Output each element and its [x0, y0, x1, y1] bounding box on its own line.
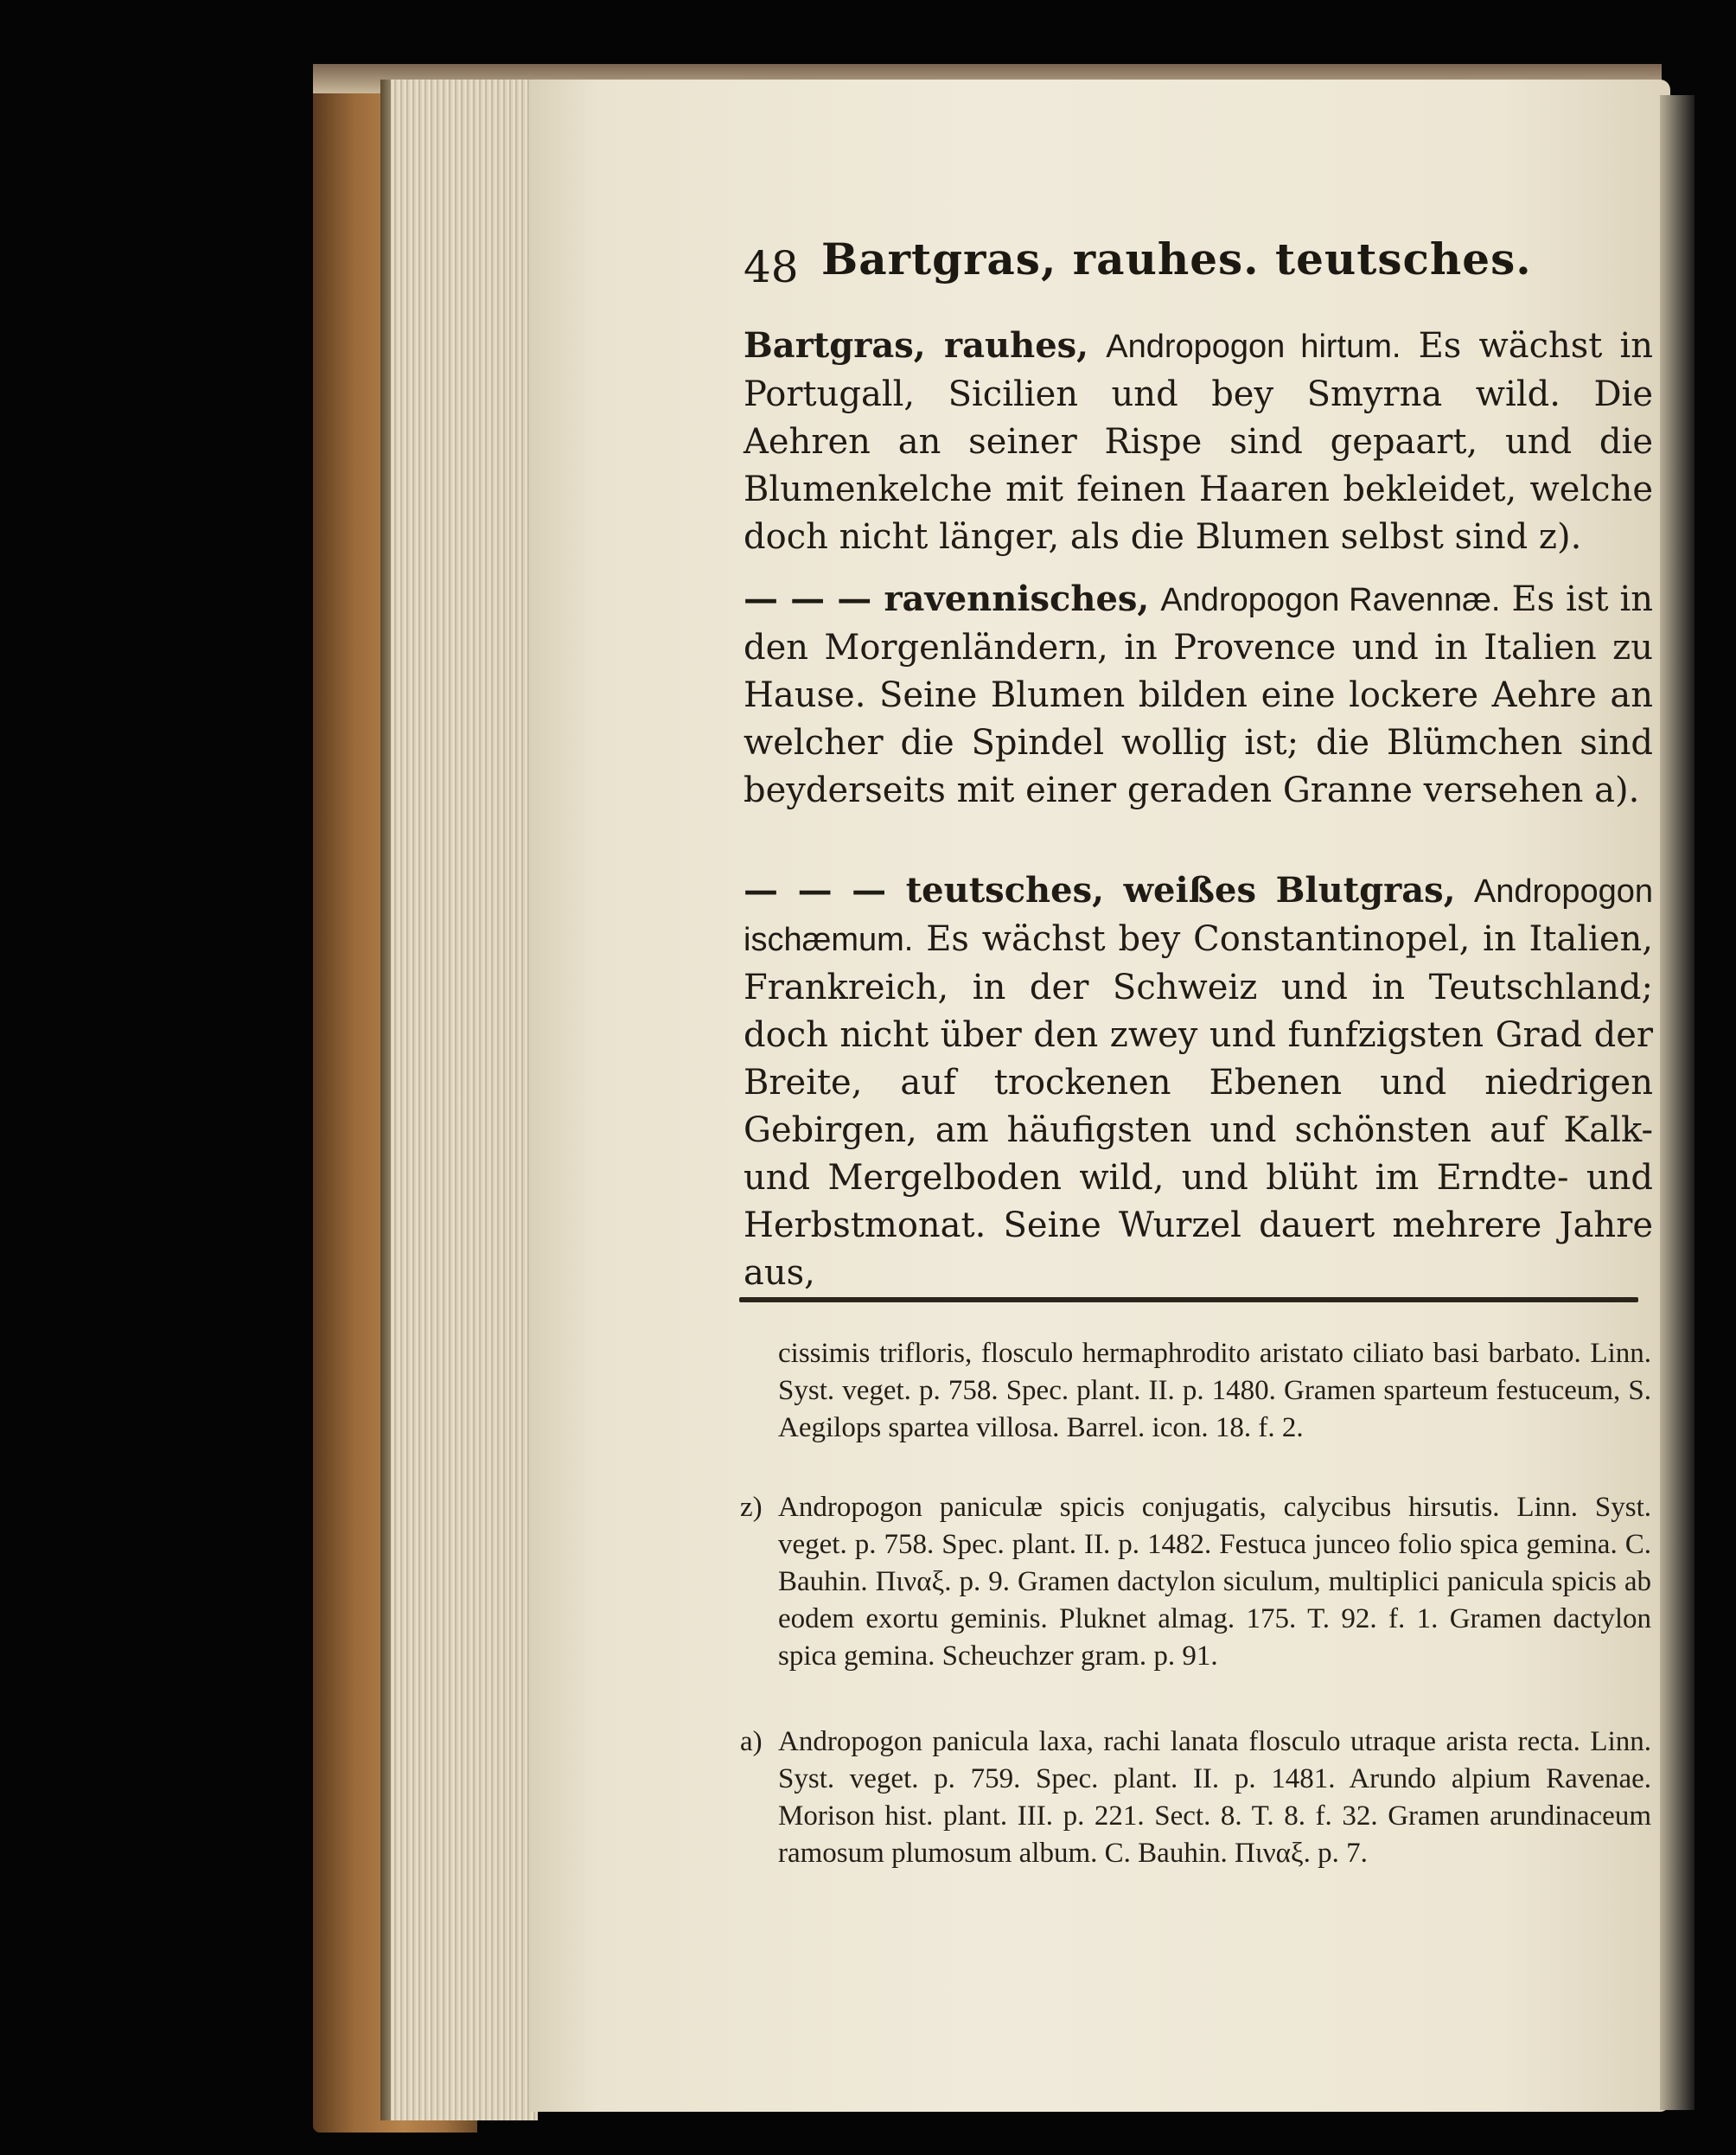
footnote-a	[740, 1723, 1651, 1872]
entry-text: Es wächst in Portugall, Sicilien und bey Smyrna wild. Die Aehren an seiner Rispe sind gepaart, und die Blumenkelche mit feinen Haaren bekleidet, welche doch nicht länger, als die Blumen selbst sind z).	[744, 326, 1654, 557]
entry-text: Es ist in den Morgenländern, in Provence und in Italien zu Hause. Seine Blumen bilden eine lockere Aehre an welcher die Spindel wollig ist; die Blümchen sind beyderseits mit einer geraden Granne versehen a).	[744, 579, 1654, 810]
page-number: 48	[744, 242, 799, 292]
entry-ravennisches	[744, 575, 1653, 815]
page-edges	[391, 80, 538, 2120]
page-header	[744, 233, 1653, 303]
entry-latin: Andropogon ischæmum.	[744, 873, 1653, 958]
footnote-separator	[739, 1297, 1638, 1302]
entry-term: — — — ravennisches,	[744, 579, 1150, 619]
footnote-continued	[778, 1335, 1651, 1447]
page-right-shadow	[1660, 95, 1695, 2110]
entry-text: Es wächst bey Constantinopel, in Italien, Frankreich, in der Schweiz und in Teutschland; doch nicht über den zwey und funfzigsten Grad der Breite, auf trockenen Ebenen und niedrigen Gebirgen, am häufigsten und schönsten auf Kalk- und Mergelboden wild, und blüht im Erndte- und Herbstmonat. Seine Wurzel dauert mehrere Jahre aus,	[744, 919, 1653, 1293]
footnote-mark: z)	[740, 1492, 763, 1523]
footnote-text: cissimis trifloris, flosculo hermaphrodito aristato ciliato basi barbato. Linn. Syst. veget. p. 758. Spec. plant. II. p. 1480. Gramen sparteum festuceum, S. Aegilops spartea villosa. Barrel. icon. 18. f. 2.	[778, 1338, 1651, 1443]
entry-latin: Andropogon hirtum.	[1106, 329, 1401, 365]
entry-term: — — — teutsches, weißes Blutgras,	[744, 870, 1456, 911]
footnote-mark: a)	[740, 1726, 763, 1757]
running-head: Bartgras, rauhes. teutsches.	[821, 233, 1532, 285]
footnote-text: Andropogon panicula laxa, rachi lanata flosculo utraque arista recta. Linn. Syst. veget. p. 759. Spec. plant. II. p. 1481. Arundo alpium Ravenae. Morison hist. plant. III. p. 221. Sect. 8. T. 8. f. 32. Gramen arundinaceum ramosum plumosum album. C. Bauhin. Πιναξ. p. 7.	[778, 1726, 1651, 1869]
footnote-text: Andropogon paniculæ spicis conjugatis, calycibus hirsutis. Linn. Syst. veget. p. 758. Spec. plant. II. p. 1482. Festuca junceo folio spica gemina. C. Bauhin. Πιναξ. p. 9. Gramen dactylon siculum, multiplici panicula spicis ab eodem exortu geminis. Pluknet almag. 175. T. 92. f. 1. Gramen dactylon spica gemina. Scheuchzer gram. p. 91.	[778, 1492, 1651, 1672]
footnote-z	[740, 1489, 1651, 1675]
entry-latin: Andropogon Ravennæ.	[1160, 582, 1501, 618]
entry-term: Bartgras, rauhes,	[744, 325, 1089, 366]
entry-rauhes	[744, 322, 1653, 561]
entry-teutsches	[744, 866, 1653, 1297]
